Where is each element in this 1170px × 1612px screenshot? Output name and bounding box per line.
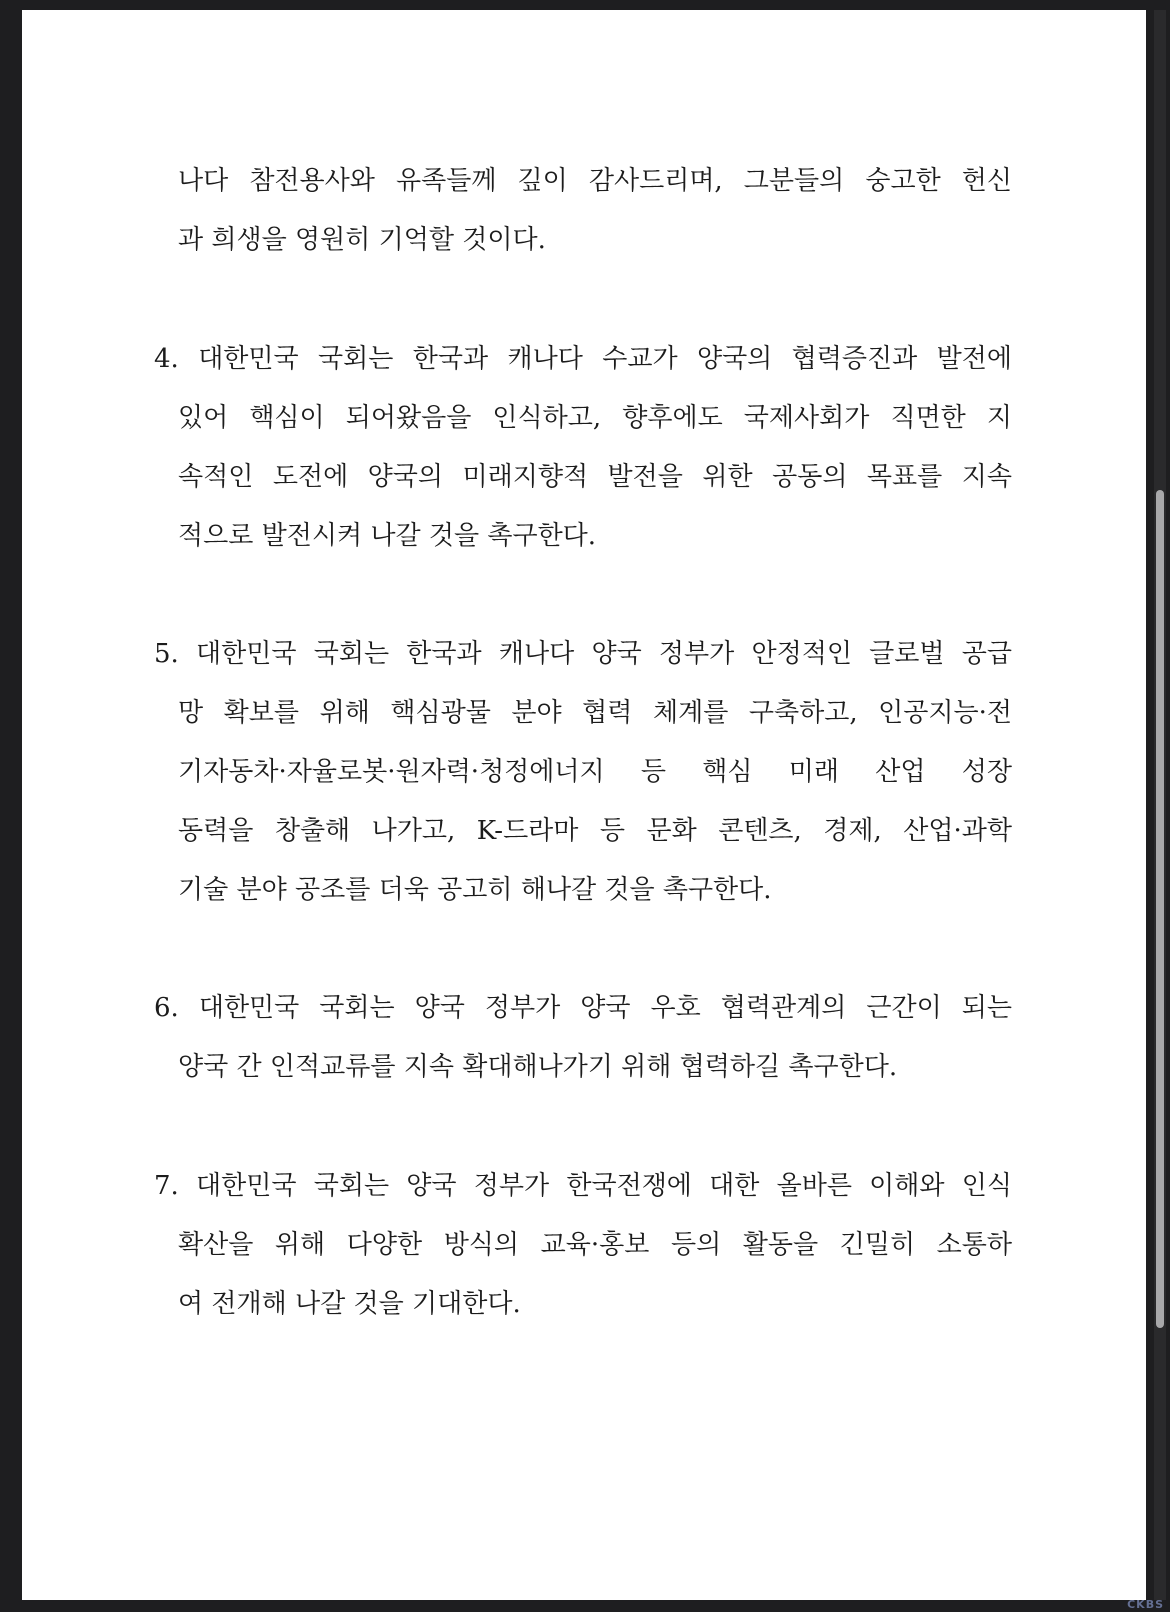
document-page	[22, 10, 1146, 1600]
text-line: 속적인 도전에 양국의 미래지향적 발전을 위한 공동의 목표를 지속	[178, 462, 1012, 492]
text-line: 동력을 창출해 나가고, K-드라마 등 문화 콘텐츠, 경제, 산업·과학	[178, 816, 1012, 846]
scrollbar-thumb[interactable]	[1156, 490, 1164, 1328]
text-line: 망 확보를 위해 핵심광물 분야 협력 체계를 구축하고, 인공지능·전	[178, 698, 1012, 728]
broadcaster-watermark: CKBS	[1127, 1598, 1164, 1611]
text-line: 기자동차·자율로봇·원자력·청정에너지 등 핵심 미래 산업 성장	[178, 757, 1012, 787]
list-item-5-line: 5. 대한민국 국회는 한국과 캐나다 양국 정부가 안정적인 글로벌 공급	[154, 639, 1012, 669]
text-line: 여 전개해 나갈 것을 기대한다.	[178, 1289, 521, 1319]
text-line: 과 희생을 영원히 기억할 것이다.	[178, 225, 546, 255]
text-line: 확산을 위해 다양한 방식의 교육·홍보 등의 활동을 긴밀히 소통하	[178, 1230, 1012, 1260]
list-item-6-line: 6. 대한민국 국회는 양국 정부가 양국 우호 협력관계의 근간이 되는	[154, 993, 1012, 1023]
text-line: 있어 핵심이 되어왔음을 인식하고, 향후에도 국제사회가 직면한 지	[178, 403, 1012, 433]
text-line: 적으로 발전시켜 나갈 것을 촉구한다.	[178, 521, 597, 551]
text-line: 나다 참전용사와 유족들께 깊이 감사드리며, 그분들의 숭고한 헌신	[178, 166, 1012, 196]
text-line: 양국 간 인적교류를 지속 확대해나가기 위해 협력하길 촉구한다.	[178, 1052, 898, 1082]
list-item-7-line: 7. 대한민국 국회는 양국 정부가 한국전쟁에 대한 올바른 이해와 인식	[154, 1171, 1012, 1201]
text-line: 기술 분야 공조를 더욱 공고히 해나갈 것을 촉구한다.	[178, 875, 772, 905]
list-item-4-line: 4. 대한민국 국회는 한국과 캐나다 수교가 양국의 협력증진과 발전에	[154, 344, 1012, 374]
